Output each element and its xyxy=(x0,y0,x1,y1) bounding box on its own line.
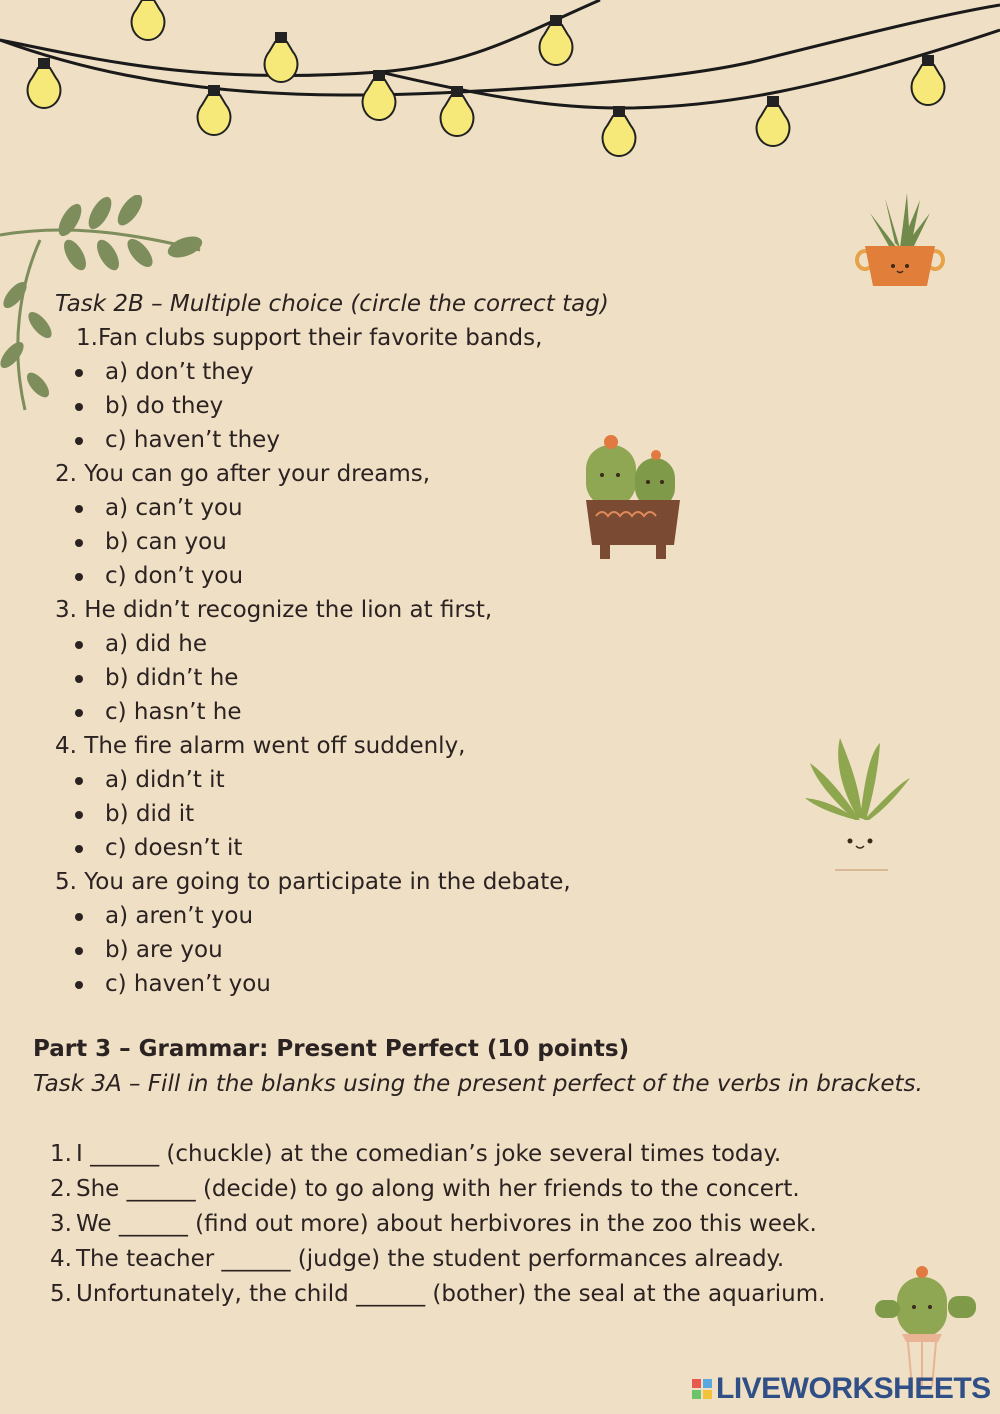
answer-option[interactable]: a) aren’t you xyxy=(105,899,253,933)
light-bulb-icon xyxy=(198,85,231,135)
answer-option[interactable]: a) don’t they xyxy=(105,355,254,389)
logo-mark-icon xyxy=(692,1379,712,1399)
part-3-heading: Part 3 – Grammar: Present Perfect (10 points) xyxy=(33,1036,630,1062)
fill-blank-item xyxy=(50,1137,781,1172)
answer-option[interactable]: c) hasn’t he xyxy=(105,695,242,729)
answer-option[interactable]: c) haven’t they xyxy=(105,423,280,457)
answer-option[interactable]: b) didn’t he xyxy=(105,661,238,695)
question-number: 2. xyxy=(55,461,77,487)
light-bulb-icon xyxy=(757,96,790,146)
question-text: You are going to participate in the debate, xyxy=(84,869,571,895)
fill-blank-item xyxy=(50,1242,784,1277)
question-text: He didn’t recognize the lion at first, xyxy=(84,597,493,623)
string-lights-decoration xyxy=(0,0,1000,170)
light-bulb-icon xyxy=(363,70,396,120)
question-2 xyxy=(55,457,430,491)
logo-wordmark: LIVEWORKSHEETS xyxy=(716,1372,991,1405)
liveworksheets-logo xyxy=(692,1373,991,1405)
item-number: 4. xyxy=(50,1246,72,1272)
task-2b-heading: Task 2B – Multiple choice (circle the correct tag) xyxy=(55,291,609,317)
answer-option[interactable]: b) are you xyxy=(105,933,223,967)
fill-blank-item xyxy=(50,1172,800,1207)
question-3 xyxy=(55,593,492,627)
answer-option[interactable]: a) didn’t it xyxy=(105,763,225,797)
item-text[interactable]: I ______ (chuckle) at the comedian’s joke several times today. xyxy=(76,1141,782,1167)
item-number: 2. xyxy=(50,1176,72,1202)
question-1 xyxy=(76,321,542,355)
question-text: You can go after your dreams, xyxy=(84,461,431,487)
light-bulb-icon xyxy=(132,0,165,40)
light-bulb-icon xyxy=(540,15,573,65)
question-text: The fire alarm went off suddenly, xyxy=(84,733,466,759)
light-bulb-icon xyxy=(603,106,636,156)
question-text: Fan clubs support their favorite bands, xyxy=(97,325,543,351)
fill-blank-item xyxy=(50,1207,817,1242)
answer-option[interactable]: a) did he xyxy=(105,627,207,661)
answer-option[interactable]: a) can’t you xyxy=(105,491,243,525)
item-text[interactable]: The teacher ______ (judge) the student performances already. xyxy=(76,1246,785,1272)
item-number: 5. xyxy=(50,1281,72,1307)
potted-plant-decoration xyxy=(800,738,920,878)
light-bulb-icon xyxy=(28,58,61,108)
potted-cactus-decoration xyxy=(578,430,688,565)
answer-option[interactable]: b) can you xyxy=(105,525,227,559)
light-bulb-icon xyxy=(912,55,945,105)
question-number: 1. xyxy=(76,325,98,351)
answer-option[interactable]: c) haven’t you xyxy=(105,967,271,1001)
fill-blank-item xyxy=(50,1277,825,1312)
item-number: 1. xyxy=(50,1141,72,1167)
answer-option[interactable]: c) doesn’t it xyxy=(105,831,242,865)
question-number: 5. xyxy=(55,869,77,895)
question-number: 3. xyxy=(55,597,77,623)
answer-option[interactable]: b) did it xyxy=(105,797,194,831)
task-3a-heading: Task 3A – Fill in the blanks using the present perfect of the verbs in brackets. xyxy=(33,1071,923,1097)
item-text[interactable]: Unfortunately, the child ______ (bother) the seal at the aquarium. xyxy=(76,1281,826,1307)
item-number: 3. xyxy=(50,1211,72,1237)
answer-option[interactable]: c) don’t you xyxy=(105,559,243,593)
potted-succulent-decoration xyxy=(855,188,945,293)
item-text[interactable]: She ______ (decide) to go along with her friends to the concert. xyxy=(76,1176,800,1202)
answer-option[interactable]: b) do they xyxy=(105,389,223,423)
item-text[interactable]: We ______ (find out more) about herbivores in the zoo this week. xyxy=(76,1211,817,1237)
light-bulb-icon xyxy=(265,32,298,82)
question-5 xyxy=(55,865,571,899)
question-number: 4. xyxy=(55,733,77,759)
question-4 xyxy=(55,729,466,763)
